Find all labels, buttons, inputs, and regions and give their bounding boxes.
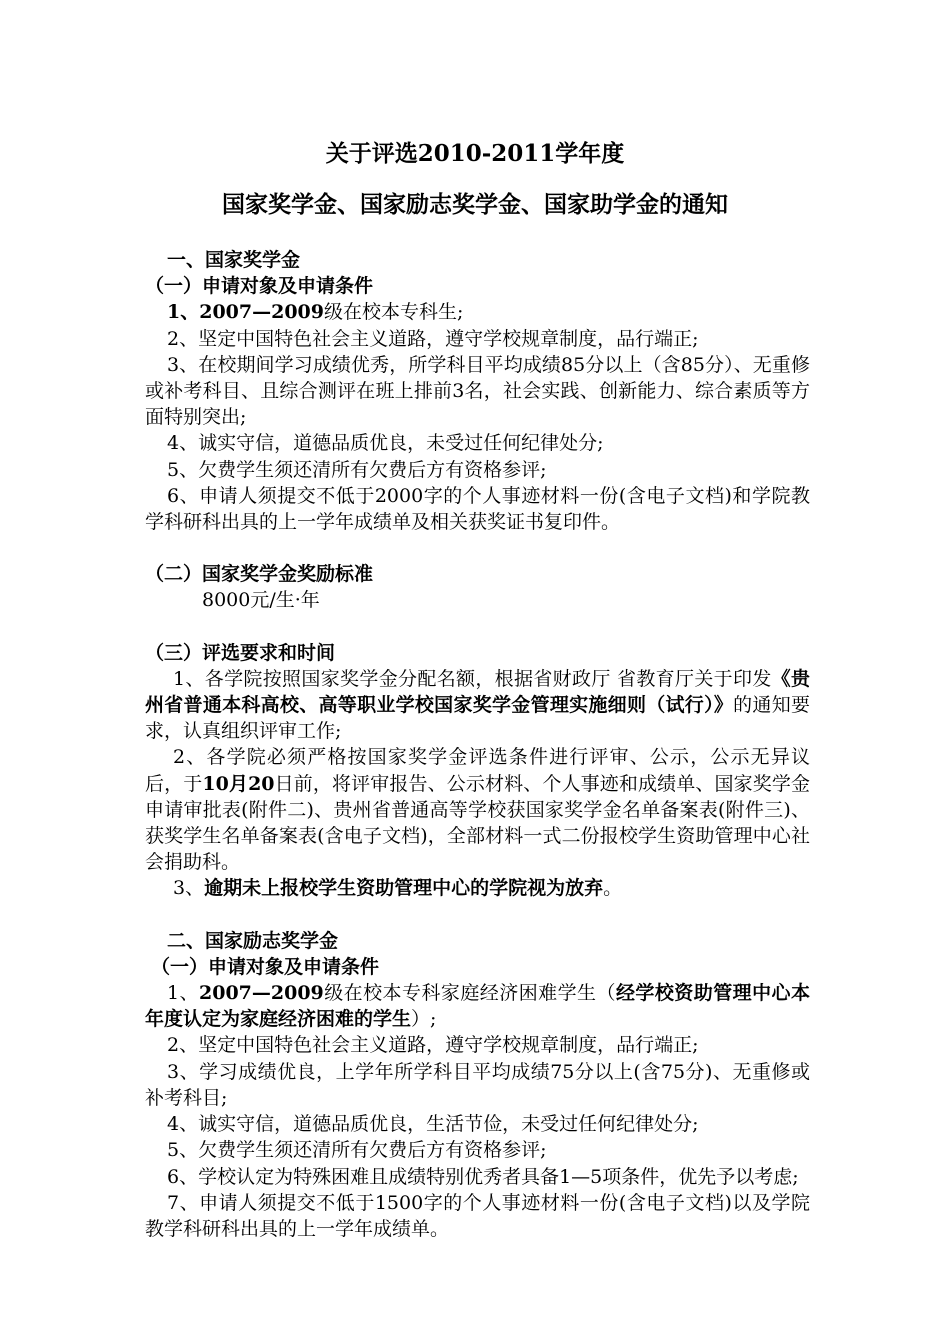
title-line-1: 关于评选2010-2011学年度 [325, 140, 625, 167]
s2-condition-1: 1、2007—2009级在校本专科家庭经济困难学生（经学校资助管理中心本年度认定为家庭经济困难的学生）; [145, 982, 810, 1031]
section-1-sub-3: （三）评选要求和时间 [145, 641, 336, 664]
s2-condition-3: 3、学习成绩优良，上学年所学科目平均成绩75分以上(含75分)、无重修或补考科目; [145, 1060, 810, 1109]
s1-requirement-2: 2、各学院必须严格按国家奖学金评选条件进行评审、公示，公示无异议后，于10月20日前，将评审报告、公示材料、个人事迹和成绩单、国家奖学金申请审批表(附件二)、贵州省普通高等学校获国家奖学金名单备案表(附件三)、获奖学生名单备案表(含电子文档)，全部材料一式二份报校学生资助管理中心社会捐助科。 [145, 746, 810, 874]
s1-condition-1: 1、2007—2009级在校本专科生; [167, 301, 464, 324]
s2-condition-6: 6、学校认定为特殊困难且成绩特别优秀者具备1—5项条件，优先予以考虑; [167, 1165, 799, 1188]
section-2-heading: 二、国家励志奖学金 [167, 929, 339, 952]
section-1-sub-1: （一）申请对象及申请条件 [145, 275, 374, 298]
s2-condition-5: 5、欠费学生须还清所有欠费后方有资格参评; [167, 1139, 547, 1162]
document-body [145, 247, 810, 1242]
s1-condition-2: 2、坚定中国特色社会主义道路，遵守学校规章制度，品行端正; [167, 327, 699, 350]
s1-condition-4: 4、诚实守信，道德品质优良，未受过任何纪律处分; [167, 432, 604, 455]
s1-condition-3: 3、在校期间学习成绩优秀，所学科目平均成绩85分以上（含85分）、无重修或补考科目、且综合测评在班上排前3名，社会实践、创新能力、综合素质等方面特别突出; [145, 353, 810, 429]
title-line-2: 国家奖学金、国家励志奖学金、国家助学金的通知 [222, 191, 728, 218]
s2-condition-2: 2、坚定中国特色社会主义道路，遵守学校规章制度，品行端正; [167, 1034, 699, 1057]
s2-condition-4: 4、诚实守信，道德品质优良，生活节俭，未受过任何纪律处分; [167, 1113, 699, 1136]
s1-requirement-3: 3、逾期未上报校学生资助管理中心的学院视为放弃。 [173, 877, 623, 900]
section-1-sub-2: （二）国家奖学金奖励标准 [145, 563, 374, 586]
section-2-sub-1: （一）申请对象及申请条件 [151, 955, 380, 978]
s1-condition-6: 6、申请人须提交不低于2000字的个人事迹材料一份(含电子文档)和学院教学科研科出具的上一学年成绩单及相关获奖证书复印件。 [145, 484, 810, 534]
s2-condition-7: 7、申请人须提交不低于1500字的个人事迹材料一份(含电子文档)以及学院教学科研科出具的上一学年成绩单。 [145, 1191, 810, 1240]
s1-condition-5: 5、欠费学生须还清所有欠费后方有资格参评; [167, 458, 547, 481]
section-1-heading: 一、国家奖学金 [167, 249, 301, 271]
s1-requirement-1: 1、各学院按照国家奖学金分配名额，根据省财政厅 省教育厅关于印发《贵州省普通本科高校、高等职业学校国家奖学金管理实施细则（试行）》的通知要求，认真组织评审工作; [145, 667, 810, 743]
award-amount: 8000元/生·年 [202, 589, 320, 612]
